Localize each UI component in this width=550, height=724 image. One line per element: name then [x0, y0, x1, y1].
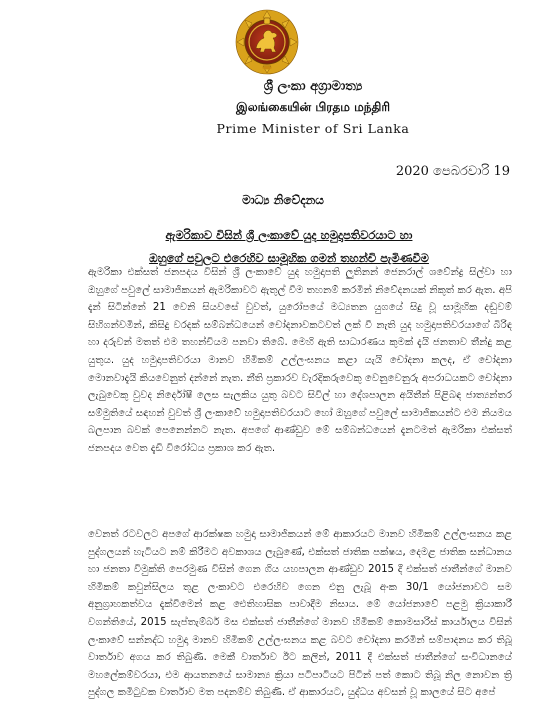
office-name-english: Prime Minister of Sri Lanka — [216, 121, 410, 136]
release-date: 2020 පෙබරවාරි 19 — [395, 164, 510, 179]
headline-line-2: ඔහුගේ පවුලට එරෙහිව සාමූහික ගමන් තහන්චි පැමිණවීම — [149, 251, 429, 265]
headline-line-1: ඇමරිකාව විසින් ශ්‍රී ලංකාවේ යුද හමුදාපතිවරයාට හා — [165, 228, 413, 242]
sri-lanka-emblem-icon — [232, 6, 302, 78]
office-name-tamil: இலங்கையின் பிரதம மந்திரி — [236, 100, 390, 114]
document-type: මාධ්‍ය නිවේදනය — [242, 193, 324, 207]
office-name-sinhala: ශ්‍රී ලංකා අග්‍රාමාත්‍ය — [263, 79, 363, 94]
body-paragraph-1: ඇමරිකා එක්සත් ජනපදය විසින් ශ්‍රී ලංකාවේ යුද හමුදාපති ලුතිනන් ජෙනරාල් ශවේන්ද්‍ර සිල්වා හා ඔහුගේ පවුලේ සාමාජිකයන් ඇමරිකාවට ඇතුල් වීම තහනම් කරමින් නිවේදනයක් නිකුත් කර ඇත. අපි දැන් සිටින්නේ 21 වෙනි සියවසේ වුවත්, යුරෝපයේ මධ්‍යතන යුගයේ සිදු වූ සාමූහික දඬුවම් සිහිගන්වමින්, කිසිදු වරදක් සම්බන්ධයෙන් චෝදනාවකටවත් ලක් වී නැති යුද හමුදාපතිවරයාගේ බිරිඳ හා දරුවන් මතත් එම තහන්චියම පනවා තිබේ. මෙහි ඇති සාධාරණය කුමක් දැයි ජනතාව තීන්දු කළ යුතුය. යුද හමුදාපතිවරයා මානව හිමිකම් උල්ලංඝනය කළා යැයි චෝදනා කලද, ඒ චෝදනා මොනවාදැයි කියවෙනුත් දන්නේ නැත. නීති ප්‍රකාරව වැරදිකරුවෙකු වෙනුවෙනුරු අපරාධයකට චෝදනා ලැබුවෙකු වුවද නිර්දෝෂී ලෙස සැලකිය යුතු බවට සිවිල් හා දේශපාලන අයිතීන් පිළිබඳ ජාත්‍යන්තර සම්මුතියේ සඳහන් වුවත් ශ්‍රී ලංකාවේ හමුදාපතිවරයාට හෝ ඔහුගේ පවුලේ සාමාජිකයන්ට එම නියමය බලපාන බවක් පෙනෙන්නට නැත. අපගේ ආණ්ඩුව මේ සම්බන්ධයෙන් දැනටමත් ඇමරිකා එක්සත් ජනපදය වෙත දැඩි විරෝධය ප්‍රකාශ කර ඇත. — [88, 267, 512, 454]
body-paragraph-2: වෙනත් රටවලට අපගේ ආරක්ෂක හමුදා සාමාජිකයන් මේ ආකාරයට මානව හිමිකම් උල්ලංඝනය කළ පුද්ගලයන් හැටියට නම් කිරීමට අවකාශය ලැබුණේ, එක්සත් ජාතික පක්ෂය, දෙමළ ජාතික සන්ධානය හා ජනතා විමුක්ති පෙරමුණ විසින් ගෙන ගිය යහපාලන ආණ්ඩුව 2015 දී එක්සත් ජාතීන්ගේ මානව හිමිකම් කවුන්සිලය තුළ ලංකාවට එරෙහිව ගෙන එනු ලැබූ අංක 30/1 යෝජනාවට සම අනුග්‍රාහකත්වය දැක්වීමෙන් කළ ඓතිහාසික පාවාදීම නිසාය. මේ යෝජනාවේ පළමු ක්‍රියාකාරී වගන්තියේ, 2015 සැප්තැම්බර් මස එක්සත් ජාතීන්ගේ මානව හිමිකම් කොමසාරිස් කාර්යාලය විසින් ලංකාවේ සන්නද්ධ හමුදා මානව හිමිකම් උල්ලංඝනය කළ බවට චෝදනා කරමින් සම්පාදනය කර තිබූ වාර්තාව අගය කර තිබුණි. මෙකී වාර්තාව ඊට කලින්, 2011 දී එක්සත් ජාතීන්ගේ සංවිධානයේ මහලේකම්වරයා, එම ආයතනයේ සාමාන්‍ය ක්‍රියා පටිපාටියට පිටින් පත් කොට තිබූ නිල නොවන ත්‍රි පුද්ගල කමිටුවක වාර්තාව මත පදනම්ව තිබුණි. ඒ ආකාරයට, යුද්ධය අවසන් වූ කාලයේ සිට අපේ — [88, 529, 512, 699]
